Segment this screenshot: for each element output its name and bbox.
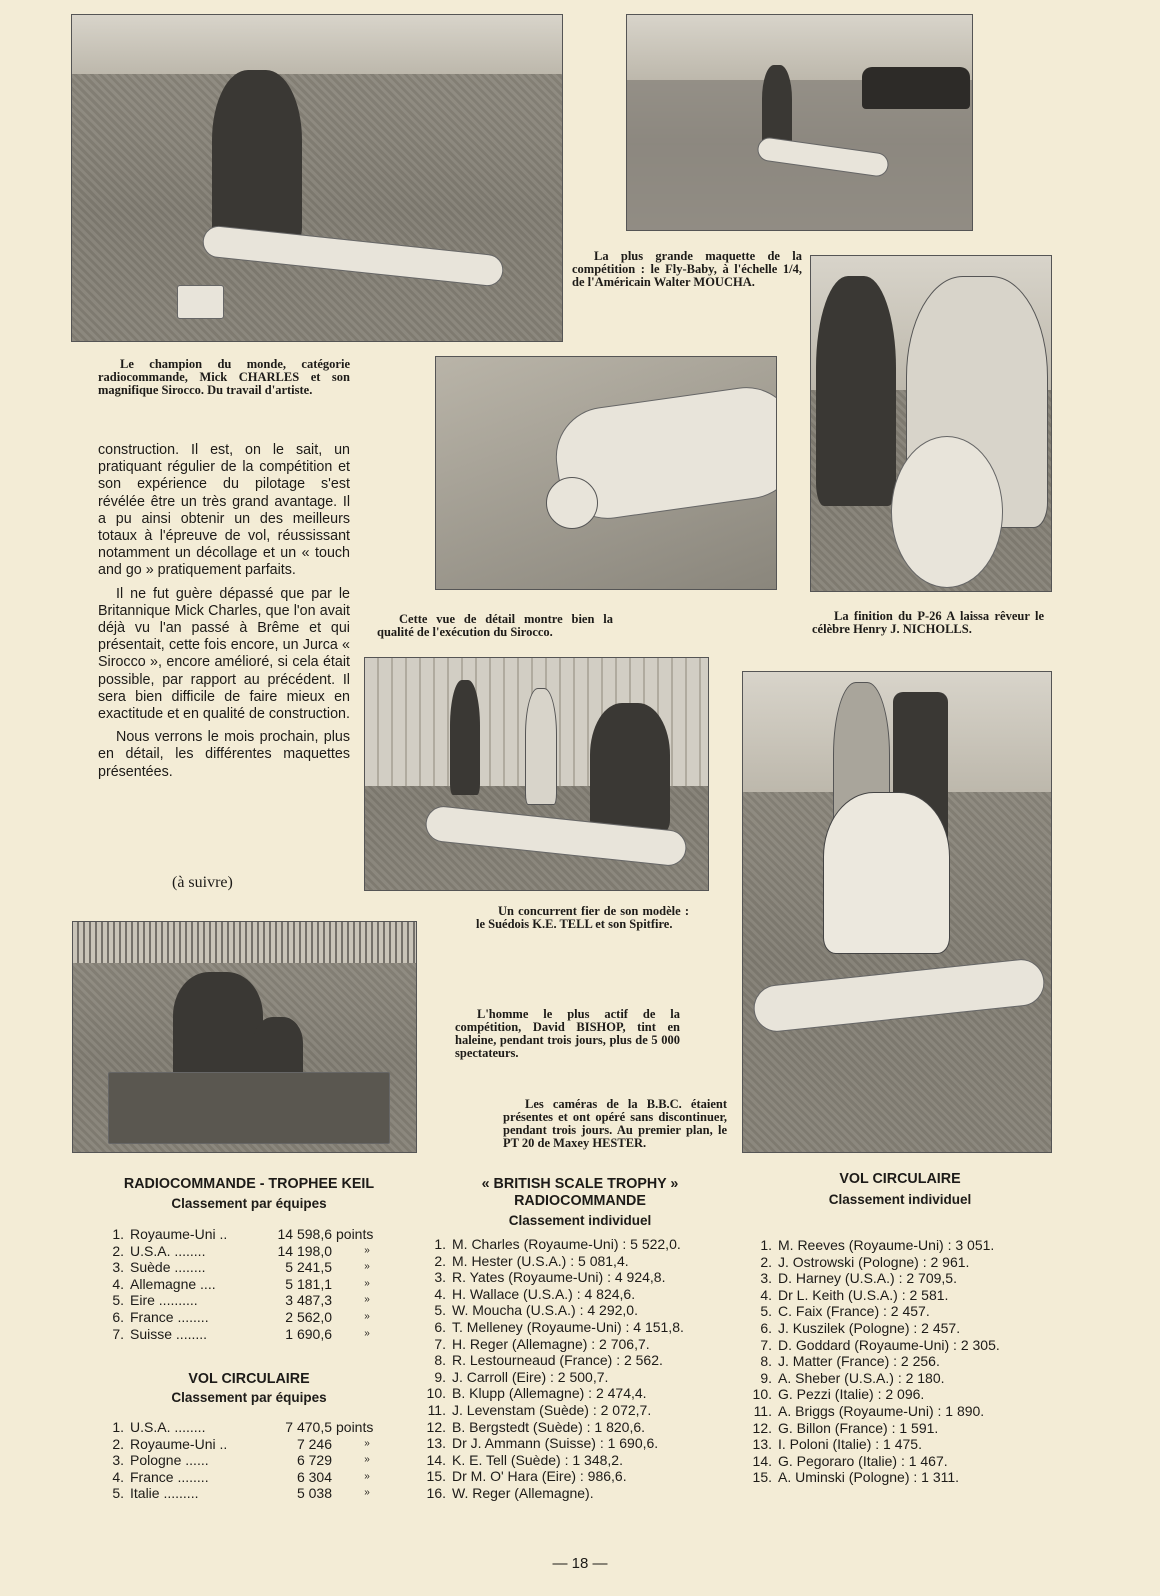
- result-row: [424, 1385, 684, 1402]
- result-row: [750, 1403, 1000, 1420]
- result-unit: »: [364, 1277, 370, 1289]
- caption-fly-baby: La plus grande maquette de la compétition : le Fly-Baby, à l'échelle 1/4, de l'Américain Walter MOUCHA.: [572, 249, 802, 289]
- result-score: 5 181,1: [285, 1275, 332, 1292]
- result-entry: Dr J. Ammann (Suisse) : 1 690,6.: [452, 1435, 659, 1452]
- result-entry: A. Uminski (Pologne) : 1 311.: [778, 1469, 960, 1486]
- result-rank: 6.: [112, 1308, 124, 1325]
- result-entry: J. Ostrowski (Pologne) : 2 961.: [778, 1253, 970, 1270]
- result-rank: 2.: [112, 1435, 124, 1452]
- result-rank: 7.: [760, 1336, 772, 1353]
- photo-person: [450, 680, 480, 795]
- photo-background: [72, 15, 562, 74]
- result-rank: 6.: [760, 1319, 772, 1336]
- result-row: [108, 1469, 402, 1486]
- result-rank: 9.: [434, 1368, 446, 1385]
- result-rank: 1.: [112, 1419, 124, 1435]
- result-unit: »: [364, 1470, 370, 1482]
- result-rank: 3.: [112, 1259, 124, 1276]
- result-rank: 9.: [760, 1369, 772, 1386]
- result-row: [108, 1436, 402, 1453]
- caption-spitfire: Un concurrent fier de son modèle : le Suédois K.E. TELL et son Spitfire.: [476, 904, 689, 931]
- caption-bbc: Les caméras de la B.B.C. étaient présentes et ont opéré sans discontinuer, pendant trois jours. Au premier plan, le PT 20 de Maxey HESTER.: [503, 1097, 727, 1150]
- result-entry: M. Hester (U.S.A.) : 5 081,4.: [452, 1252, 629, 1269]
- result-rank: 15.: [752, 1469, 772, 1486]
- result-entry: W. Reger (Allemagne).: [452, 1484, 594, 1501]
- result-entry: C. Faix (France) : 2 457.: [778, 1303, 930, 1320]
- result-unit: points: [336, 1226, 374, 1242]
- to-be-continued: (à suivre): [172, 874, 233, 891]
- result-entry: M. Reeves (Royaume-Uni) : 3 051.: [778, 1237, 995, 1253]
- result-team: U.S.A. ........: [130, 1242, 206, 1259]
- result-entry: A. Briggs (Royaume-Uni) : 1 890.: [778, 1402, 985, 1419]
- photo-spinner: [546, 477, 598, 529]
- result-row: [108, 1276, 402, 1293]
- result-row: [424, 1253, 684, 1270]
- result-entry: D. Harney (U.S.A.) : 2 709,5.: [778, 1270, 957, 1287]
- photo-car: [862, 67, 970, 109]
- result-rank: 11.: [753, 1402, 772, 1419]
- result-entry: J. Kuszilek (Pologne) : 2 457.: [778, 1319, 961, 1336]
- result-entry: R. Lestourneaud (France) : 2 562.: [452, 1352, 663, 1369]
- result-unit: »: [364, 1454, 370, 1466]
- result-row: [424, 1419, 684, 1436]
- result-row: [750, 1237, 1000, 1254]
- result-row: [424, 1402, 684, 1419]
- vc-individual-title: VOL CIRCULAIRE: [839, 1171, 961, 1187]
- result-row: [424, 1352, 684, 1369]
- result-rank: 12.: [752, 1419, 772, 1436]
- result-row: [750, 1370, 1000, 1387]
- result-team: France ........: [130, 1468, 209, 1485]
- result-row: [750, 1353, 1000, 1370]
- result-rank: 1.: [434, 1236, 446, 1252]
- result-row: [424, 1452, 684, 1469]
- result-entry: J. Carroll (Eire) : 2 500,7.: [452, 1368, 609, 1385]
- result-team: France ........: [130, 1308, 209, 1325]
- result-rank: 2.: [112, 1242, 124, 1259]
- result-row: [108, 1243, 402, 1260]
- photo-sirocco-detail: [435, 356, 777, 590]
- result-row: [750, 1436, 1000, 1453]
- photo-person: [525, 688, 557, 805]
- result-row: [750, 1270, 1000, 1287]
- result-row: [108, 1452, 402, 1469]
- result-score: 3 487,3: [285, 1292, 332, 1309]
- result-rank: 5.: [760, 1303, 772, 1320]
- photo-man-number-13: [823, 792, 950, 954]
- result-rank: 3.: [760, 1270, 772, 1287]
- result-rank: 13.: [426, 1435, 446, 1452]
- result-rank: 2.: [760, 1253, 772, 1270]
- result-row: [424, 1336, 684, 1353]
- result-entry: G. Billon (France) : 1 591.: [778, 1419, 939, 1436]
- result-row: [424, 1286, 684, 1303]
- result-row: [424, 1319, 684, 1336]
- result-score: 6 729: [296, 1452, 332, 1469]
- result-rank: 7.: [434, 1335, 446, 1352]
- result-rank: 4.: [112, 1468, 124, 1485]
- result-team: Royaume-Uni ..: [130, 1435, 228, 1452]
- photo-person-kneeling: [590, 703, 670, 833]
- result-score: 1 690,6: [285, 1325, 332, 1342]
- result-score: 5 038: [296, 1485, 332, 1502]
- result-entry: G. Pegoraro (Italie) : 1 467.: [778, 1452, 948, 1469]
- result-rank: 1.: [760, 1237, 772, 1253]
- article-paragraph: Nous verrons le mois prochain, plus en détail, les différentes maquettes présentées.: [98, 729, 350, 780]
- caption-mick-charles: Le champion du monde, catégorie radiocommande, Mick CHARLES et son magnifique Sirocco. Du travail d'artiste.: [98, 357, 350, 397]
- result-entry: Dr L. Keith (U.S.A.) : 2 581.: [778, 1286, 949, 1303]
- result-row: [750, 1287, 1000, 1304]
- result-rank: 5.: [112, 1485, 124, 1502]
- result-unit: »: [364, 1310, 370, 1322]
- result-row: [424, 1302, 684, 1319]
- result-rank: 3.: [434, 1269, 446, 1286]
- result-team: Royaume-Uni ..: [130, 1226, 228, 1242]
- result-team: Italie .........: [130, 1485, 199, 1502]
- photo-p26a-nicholls: [810, 255, 1052, 592]
- result-entry: B. Klupp (Allemagne) : 2 474,4.: [452, 1385, 647, 1402]
- result-rank: 5.: [434, 1302, 446, 1319]
- result-rank: 8.: [434, 1352, 446, 1369]
- result-entry: G. Pezzi (Italie) : 2 096.: [778, 1386, 925, 1403]
- result-row: [108, 1419, 402, 1436]
- result-rank: 14.: [752, 1452, 772, 1469]
- result-row: [108, 1226, 402, 1243]
- result-rank: 3.: [112, 1452, 124, 1469]
- result-rank: 14.: [426, 1451, 446, 1468]
- result-row: [424, 1485, 684, 1502]
- photo-david-bishop: [72, 921, 417, 1153]
- result-rank: 8.: [760, 1353, 772, 1370]
- photo-person: [212, 70, 302, 245]
- result-unit: »: [364, 1487, 370, 1499]
- result-rank: 1.: [112, 1226, 124, 1242]
- result-rank: 12.: [426, 1418, 446, 1435]
- result-rank: 13.: [752, 1436, 772, 1453]
- vc-individual-table: [750, 1237, 1000, 1486]
- caption-bishop: L'homme le plus actif de la compétition, David BISHOP, tint en haleine, pendant trois jours, plus de 5 000 spectateurs.: [455, 1007, 680, 1060]
- result-row: [424, 1269, 684, 1286]
- result-row: [108, 1259, 402, 1276]
- result-team: U.S.A. ........: [130, 1419, 206, 1435]
- photo-model-plane: [891, 436, 1003, 588]
- result-team: Suisse ........: [130, 1325, 208, 1342]
- result-row: [424, 1468, 684, 1485]
- result-unit: »: [364, 1244, 370, 1256]
- result-rank: 6.: [434, 1318, 446, 1335]
- british-scale-title-2: RADIOCOMMANDE: [514, 1193, 646, 1209]
- result-rank: 2.: [434, 1252, 446, 1269]
- photo-transmitter: [177, 285, 224, 319]
- result-row: [750, 1469, 1000, 1486]
- result-entry: K. E. Tell (Suède) : 1 348,2.: [452, 1451, 623, 1468]
- article-paragraph: Il ne fut guère dépassé que par le Britannique Mick Charles, que l'on avait déjà vu l'an passé à Brême et qui présentait, cette fois encore, un Jurca « Sirocco », encore amélioré, si cela était possible, par rapport au précédent. Il sera bien difficile de faire mieux en exactitude et en qualité de construction.: [98, 585, 350, 723]
- result-rank: 7.: [112, 1325, 124, 1342]
- photo-fly-baby: [626, 14, 973, 231]
- result-entry: J. Levenstam (Suède) : 2 072,7.: [452, 1401, 652, 1418]
- result-entry: M. Charles (Royaume-Uni) : 5 522,0.: [452, 1236, 681, 1252]
- result-score: 7 246: [296, 1435, 332, 1452]
- result-score: 7 470,5: [285, 1419, 332, 1435]
- photo-person-left: [816, 276, 896, 506]
- vc-team-table: [108, 1419, 402, 1502]
- photo-background: [73, 922, 416, 963]
- result-row: [750, 1320, 1000, 1337]
- photo-person: [173, 972, 263, 1082]
- result-entry: J. Matter (France) : 2 256.: [778, 1353, 940, 1370]
- result-score: 6 304: [296, 1468, 332, 1485]
- result-entry: I. Poloni (Italie) : 1 475.: [778, 1436, 922, 1453]
- photo-bbc-cameras: [742, 671, 1052, 1153]
- result-row: [108, 1326, 402, 1343]
- result-row: [750, 1303, 1000, 1320]
- result-entry: D. Goddard (Royaume-Uni) : 2 305.: [778, 1336, 1000, 1353]
- photo-table: [108, 1072, 390, 1144]
- result-row: [108, 1292, 402, 1309]
- page-number: — 18 —: [552, 1555, 608, 1572]
- caption-sirocco-detail: Cette vue de détail montre bien la qualité de l'exécution du Sirocco.: [377, 612, 613, 639]
- result-entry: Dr M. O' Hara (Eire) : 986,6.: [452, 1468, 627, 1485]
- result-rank: 15.: [426, 1468, 446, 1485]
- result-row: [424, 1369, 684, 1386]
- result-entry: R. Yates (Royaume-Uni) : 4 924,8.: [452, 1269, 666, 1286]
- result-score: 14 598,6: [277, 1226, 332, 1242]
- result-rank: 4.: [112, 1275, 124, 1292]
- result-unit: »: [364, 1294, 370, 1306]
- result-entry: H. Wallace (U.S.A.) : 4 824,6.: [452, 1285, 636, 1302]
- result-rank: 5.: [112, 1292, 124, 1309]
- photo-spitfire-tell: [364, 657, 709, 891]
- result-rank: 4.: [434, 1285, 446, 1302]
- vc-team-title: VOL CIRCULAIRE: [188, 1371, 310, 1387]
- result-row: [108, 1485, 402, 1502]
- result-row: [424, 1435, 684, 1452]
- result-unit: »: [364, 1437, 370, 1449]
- result-rank: 10.: [752, 1386, 772, 1403]
- result-unit: points: [336, 1419, 374, 1435]
- result-team: Eire ..........: [130, 1292, 198, 1309]
- result-row: [750, 1337, 1000, 1354]
- result-entry: W. Moucha (U.S.A.) : 4 292,0.: [452, 1302, 638, 1319]
- vc-individual-subtitle: Classement individuel: [828, 1192, 972, 1207]
- result-rank: 16.: [426, 1484, 446, 1501]
- result-score: 5 241,5: [285, 1259, 332, 1276]
- result-score: 14 198,0: [277, 1242, 332, 1259]
- result-row: [750, 1420, 1000, 1437]
- photo-mick-charles-sirocco: [71, 14, 563, 342]
- rc-keil-title: RADIOCOMMANDE - TROPHEE KEIL: [123, 1176, 375, 1192]
- result-rank: 11.: [427, 1401, 446, 1418]
- result-entry: B. Bergstedt (Suède) : 1 820,6.: [452, 1418, 646, 1435]
- result-row: [424, 1236, 684, 1253]
- result-row: [750, 1453, 1000, 1470]
- caption-p26a: La finition du P-26 A laissa rêveur le célèbre Henry J. NICHOLLS.: [812, 609, 1044, 636]
- result-rank: 10.: [426, 1385, 446, 1402]
- result-team: Allemagne ....: [130, 1275, 216, 1292]
- article-body: [98, 442, 350, 787]
- vc-team-subtitle: Classement par équipes: [171, 1390, 327, 1405]
- result-entry: H. Reger (Allemagne) : 2 706,7.: [452, 1335, 650, 1352]
- result-entry: T. Melleney (Royaume-Uni) : 4 151,8.: [452, 1318, 684, 1335]
- result-rank: 4.: [760, 1286, 772, 1303]
- result-row: [750, 1386, 1000, 1403]
- article-paragraph: construction. Il est, on le sait, un pratiquant régulier de la compétition et son expérience du pilotage s'est révélée être un très grand avantage. Il a pu ainsi obtenir un des meilleurs totaux à l'épreuve de vol, réussissant notamment un décollage et un « touch and go » pratiquement parfaits.: [98, 442, 350, 579]
- british-scale-table: [424, 1236, 684, 1502]
- result-unit: »: [364, 1261, 370, 1273]
- result-row: [108, 1309, 402, 1326]
- result-row: [750, 1254, 1000, 1271]
- result-team: Pologne ......: [130, 1452, 209, 1469]
- rc-keil-subtitle: Classement par équipes: [171, 1196, 327, 1211]
- photo-grass: [72, 74, 562, 341]
- result-entry: A. Sheber (U.S.A.) : 2 180.: [778, 1369, 945, 1386]
- british-scale-subtitle: Classement individuel: [508, 1213, 652, 1228]
- british-scale-title: « BRITISH SCALE TROPHY »: [481, 1176, 679, 1192]
- rc-keil-table: [108, 1226, 402, 1342]
- result-score: 2 562,0: [285, 1308, 332, 1325]
- result-team: Suède ........: [130, 1259, 206, 1276]
- result-unit: »: [364, 1327, 370, 1339]
